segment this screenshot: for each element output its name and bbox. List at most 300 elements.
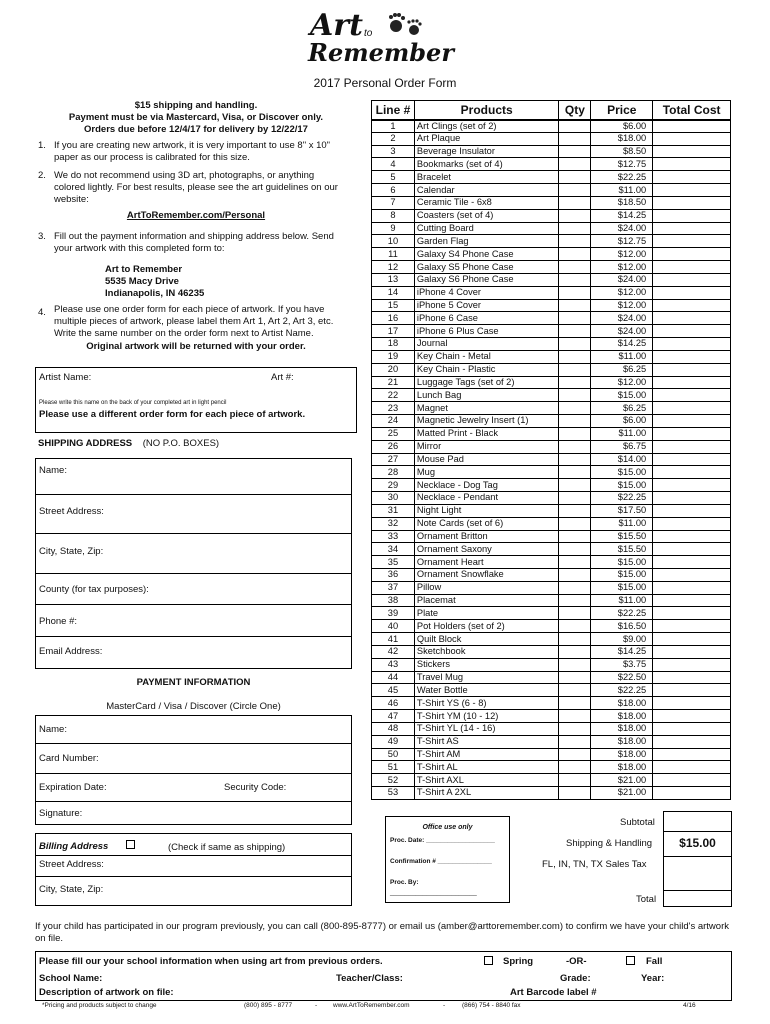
price-cell: $24.00 — [591, 222, 653, 235]
billing-city-field[interactable]: City, State, Zip: — [39, 884, 104, 895]
artist-box — [35, 367, 357, 433]
intro-line3: Orders due before 12/4/17 for delivery by 12/22/17 — [84, 124, 308, 135]
total-cost-cell[interactable] — [653, 620, 731, 633]
line-number: 16 — [372, 312, 415, 325]
line-number: 17 — [372, 325, 415, 338]
product-name: iPhone 5 Cover — [414, 299, 559, 312]
total-cost-cell[interactable] — [653, 697, 731, 710]
price-cell: $15.00 — [591, 466, 653, 479]
total-cost-cell[interactable] — [653, 299, 731, 312]
product-name: iPhone 6 Case — [414, 312, 559, 325]
table-row — [372, 415, 731, 428]
total-cost-cell[interactable] — [653, 568, 731, 581]
qty-cell[interactable] — [559, 312, 591, 325]
qty-cell[interactable] — [559, 530, 591, 543]
price-cell: $11.00 — [591, 594, 653, 607]
instruction-2-num: 2. — [38, 170, 46, 181]
qty-cell[interactable] — [559, 363, 591, 376]
table-row — [372, 184, 731, 197]
table-row — [372, 338, 731, 351]
fall-checkbox[interactable] — [626, 956, 635, 965]
footer-website[interactable]: www.ArtToRemember.com — [333, 1002, 410, 1009]
line-number: 49 — [372, 735, 415, 748]
artist-name-label[interactable]: Artist Name: — [39, 372, 92, 383]
qty-cell[interactable] — [559, 697, 591, 710]
line-number: 52 — [372, 774, 415, 787]
total-cost-cell[interactable] — [653, 196, 731, 209]
line-number: 47 — [372, 710, 415, 723]
security-code-field[interactable]: Security Code: — [224, 782, 287, 793]
product-name: Garden Flag — [414, 235, 559, 248]
price-cell: $6.25 — [591, 402, 653, 415]
total-cost-cell[interactable] — [653, 273, 731, 286]
product-name: Necklace - Pendant — [414, 492, 559, 505]
qty-cell[interactable] — [559, 171, 591, 184]
price-cell: $14.25 — [591, 209, 653, 222]
product-name: Key Chain - Metal — [414, 350, 559, 363]
table-row — [372, 568, 731, 581]
qty-cell[interactable] — [559, 504, 591, 517]
price-cell: $6.00 — [591, 415, 653, 428]
qty-cell[interactable] — [559, 440, 591, 453]
line-number: 9 — [372, 222, 415, 235]
qty-cell[interactable] — [559, 325, 591, 338]
qty-cell[interactable] — [559, 299, 591, 312]
qty-cell[interactable] — [559, 158, 591, 171]
header-line: Line # — [372, 101, 415, 120]
line-number: 29 — [372, 479, 415, 492]
table-row — [372, 581, 731, 594]
table-row — [372, 645, 731, 658]
total-cost-cell[interactable] — [653, 261, 731, 274]
line-number: 6 — [372, 184, 415, 197]
total-cost-cell[interactable] — [653, 350, 731, 363]
total-cost-cell[interactable] — [653, 774, 731, 787]
product-name: Placemat — [414, 594, 559, 607]
price-cell: $24.00 — [591, 273, 653, 286]
qty-cell[interactable] — [559, 376, 591, 389]
artist-note: Please write this name on the back of your completed art in light pencil — [39, 400, 227, 406]
total-cost-cell[interactable] — [653, 504, 731, 517]
table-row — [372, 261, 731, 274]
total-cost-cell[interactable] — [653, 248, 731, 261]
grade-field[interactable]: Grade: — [560, 973, 591, 984]
qty-cell[interactable] — [559, 389, 591, 402]
table-row — [372, 427, 731, 440]
product-name: Galaxy S4 Phone Case — [414, 248, 559, 261]
barcode-field[interactable]: Art Barcode label # — [510, 987, 597, 998]
total-cost-cell[interactable] — [653, 607, 731, 620]
price-cell: $18.00 — [591, 735, 653, 748]
total-cost-cell[interactable] — [653, 479, 731, 492]
total-cost-cell[interactable] — [653, 338, 731, 351]
qty-cell[interactable] — [559, 594, 591, 607]
line-number: 19 — [372, 350, 415, 363]
price-cell: $18.00 — [591, 761, 653, 774]
product-name: T-Shirt YS (6 - 8) — [414, 697, 559, 710]
product-name: Sketchbook — [414, 645, 559, 658]
total-cost-cell[interactable] — [653, 684, 731, 697]
same-as-shipping-label: (Check if same as shipping) — [168, 842, 286, 853]
product-name: Coasters (set of 4) — [414, 209, 559, 222]
total-cost-cell[interactable] — [653, 325, 731, 338]
qty-cell[interactable] — [559, 248, 591, 261]
total-cost-cell[interactable] — [653, 132, 731, 145]
qty-cell[interactable] — [559, 761, 591, 774]
shipping-name-field[interactable]: Name: — [39, 465, 67, 476]
product-name: Mirror — [414, 440, 559, 453]
total-cost-cell[interactable] — [653, 722, 731, 735]
product-name: Water Bottle — [414, 684, 559, 697]
table-row — [372, 530, 731, 543]
shipping-subheading: (NO P.O. BOXES) — [142, 438, 220, 449]
price-cell: $15.50 — [591, 543, 653, 556]
product-name: Ornament Britton — [414, 530, 559, 543]
qty-cell[interactable] — [559, 633, 591, 646]
qty-cell[interactable] — [559, 427, 591, 440]
subtotal-label: Subtotal — [620, 817, 655, 828]
intro — [40, 100, 352, 136]
qty-cell[interactable] — [559, 338, 591, 351]
total-cost-cell[interactable] — [653, 466, 731, 479]
line-number: 51 — [372, 761, 415, 774]
price-cell: $6.75 — [591, 440, 653, 453]
shipping-city-field[interactable]: City, State, Zip: — [39, 546, 104, 557]
handprints-icon — [388, 12, 428, 41]
price-cell: $11.00 — [591, 427, 653, 440]
price-cell: $12.00 — [591, 376, 653, 389]
total-cost-cell[interactable] — [653, 581, 731, 594]
total-cost-cell[interactable] — [653, 402, 731, 415]
total-cost-cell[interactable] — [653, 209, 731, 222]
shipping-phone-field[interactable]: Phone #: — [39, 616, 78, 627]
table-row — [372, 607, 731, 620]
table-row — [372, 620, 731, 633]
price-cell: $6.00 — [591, 120, 653, 133]
total-cost-cell[interactable] — [653, 492, 731, 505]
qty-cell[interactable] — [559, 568, 591, 581]
price-cell: $15.00 — [591, 479, 653, 492]
spring-checkbox[interactable] — [484, 956, 493, 965]
total-cost-cell[interactable] — [653, 235, 731, 248]
footer-divider-1: - — [315, 1002, 318, 1009]
line-number: 4 — [372, 158, 415, 171]
qty-cell[interactable] — [559, 466, 591, 479]
price-cell: $9.00 — [591, 633, 653, 646]
school-info-box — [35, 951, 732, 1001]
shipping-street-field[interactable]: Street Address: — [39, 506, 104, 517]
qty-cell[interactable] — [559, 184, 591, 197]
table-row — [372, 594, 731, 607]
total-cost-cell[interactable] — [653, 363, 731, 376]
total-cost-cell[interactable] — [653, 517, 731, 530]
card-number-field[interactable]: Card Number: — [39, 753, 99, 764]
total-cost-cell[interactable] — [653, 556, 731, 569]
product-name: T-Shirt AL — [414, 761, 559, 774]
qty-cell[interactable] — [559, 722, 591, 735]
line-number: 25 — [372, 427, 415, 440]
instruction-4-bold: Original artwork will be returned with your order. — [86, 341, 306, 352]
office-title: Office use only — [422, 824, 473, 831]
address-line-1: Art to Remember — [105, 264, 183, 275]
total-cost-cell[interactable] — [653, 748, 731, 761]
confirmation-number: Confirmation # _______________ — [390, 858, 492, 865]
qty-cell[interactable] — [559, 543, 591, 556]
line-number: 45 — [372, 684, 415, 697]
shipping-county-field[interactable]: County (for tax purposes): — [39, 584, 149, 595]
total-cost-cell[interactable] — [653, 312, 731, 325]
price-cell: $15.50 — [591, 530, 653, 543]
address-line-3: Indianapolis, IN 46235 — [105, 288, 205, 299]
qty-cell[interactable] — [559, 235, 591, 248]
header-total: Total Cost — [653, 101, 731, 120]
product-name: Ceramic Tile - 6x8 — [414, 196, 559, 209]
total-cost-cell[interactable] — [653, 710, 731, 723]
qty-cell[interactable] — [559, 222, 591, 235]
price-cell: $11.00 — [591, 517, 653, 530]
total-cost-cell[interactable] — [653, 171, 731, 184]
product-name: T-Shirt AS — [414, 735, 559, 748]
qty-cell[interactable] — [559, 196, 591, 209]
line-number: 31 — [372, 504, 415, 517]
instruction-3: Fill out the payment information and shipping address below. Send your artwork with this completed form to: — [54, 231, 334, 254]
price-cell: $22.50 — [591, 671, 653, 684]
qty-cell[interactable] — [559, 645, 591, 658]
price-cell: $14.25 — [591, 338, 653, 351]
total-cost-cell[interactable] — [653, 530, 731, 543]
qty-cell[interactable] — [559, 453, 591, 466]
qty-cell[interactable] — [559, 748, 591, 761]
tax-label: FL, IN, TN, TX Sales Tax — [542, 859, 647, 870]
qty-cell[interactable] — [559, 774, 591, 787]
qty-cell[interactable] — [559, 658, 591, 671]
artist-warning: Please use a different order form for each piece of artwork. — [39, 409, 306, 420]
total-cost-cell[interactable] — [653, 594, 731, 607]
product-name: Quilt Block — [414, 633, 559, 646]
qty-cell[interactable] — [559, 415, 591, 428]
table-row — [372, 376, 731, 389]
line-number: 41 — [372, 633, 415, 646]
qty-cell[interactable] — [559, 350, 591, 363]
total-cost-cell[interactable] — [653, 453, 731, 466]
website-link[interactable]: ArtToRemember.com/Personal — [126, 210, 266, 221]
price-cell: $21.00 — [591, 787, 653, 800]
table-row — [372, 466, 731, 479]
table-row — [372, 312, 731, 325]
line-number: 2 — [372, 132, 415, 145]
table-row — [372, 697, 731, 710]
same-as-shipping-checkbox[interactable] — [126, 840, 135, 849]
table-row — [372, 158, 731, 171]
line-number: 32 — [372, 517, 415, 530]
instruction-4: Please use one order form for each piece of artwork. If you have multiple pieces of artwork, please label them Art 1, Art 2, Art 3, etc. Write the same number on the order form next to Artist Name. — [54, 304, 334, 339]
instruction-1: If you are creating new artwork, it is very important to use 8" x 10" paper as our process is calibrated for this size. — [54, 140, 331, 163]
line-number: 3 — [372, 145, 415, 158]
product-name: Travel Mug — [414, 671, 559, 684]
logo-remember: Remember — [308, 38, 454, 67]
price-cell: $12.00 — [591, 299, 653, 312]
table-row — [372, 132, 731, 145]
payment-name-field[interactable]: Name: — [39, 724, 67, 735]
price-cell: $18.00 — [591, 710, 653, 723]
qty-cell[interactable] — [559, 273, 591, 286]
total-cost-cell[interactable] — [653, 735, 731, 748]
product-name: T-Shirt A 2XL — [414, 787, 559, 800]
line-number: 12 — [372, 261, 415, 274]
product-name: Matted Print - Black — [414, 427, 559, 440]
table-row — [372, 774, 731, 787]
total-cost-cell[interactable] — [653, 120, 731, 133]
fill-school-info: Please fill our your school information when using art from previous orders. — [39, 956, 383, 967]
billing-street-field[interactable]: Street Address: — [39, 859, 104, 870]
product-name: iPhone 6 Plus Case — [414, 325, 559, 338]
price-cell: $16.50 — [591, 620, 653, 633]
line-number: 48 — [372, 722, 415, 735]
shipping-email-field[interactable]: Email Address: — [39, 646, 103, 657]
line-number: 27 — [372, 453, 415, 466]
price-cell: $15.00 — [591, 568, 653, 581]
footer-pricing: *Pricing and products subject to change — [42, 1002, 157, 1009]
qty-cell[interactable] — [559, 132, 591, 145]
qty-cell[interactable] — [559, 479, 591, 492]
total-cost-cell[interactable] — [653, 645, 731, 658]
shipping-heading: SHIPPING ADDRESS — [38, 438, 133, 449]
qty-cell[interactable] — [559, 671, 591, 684]
line-number: 36 — [372, 568, 415, 581]
total-cost-cell[interactable] — [653, 658, 731, 671]
office-use-box — [385, 816, 510, 903]
total-cost-cell[interactable] — [653, 761, 731, 774]
line-number: 5 — [372, 171, 415, 184]
qty-cell[interactable] — [559, 556, 591, 569]
header-qty: Qty — [559, 101, 591, 120]
line-number: 26 — [372, 440, 415, 453]
price-cell: $22.25 — [591, 607, 653, 620]
product-name: T-Shirt YM (10 - 12) — [414, 710, 559, 723]
product-name: Ornament Heart — [414, 556, 559, 569]
line-number: 1 — [372, 120, 415, 133]
total-cost-cell[interactable] — [653, 427, 731, 440]
line-number: 20 — [372, 363, 415, 376]
footer-phone: (800) 895 - 8777 — [244, 1002, 293, 1009]
product-name: Plate — [414, 607, 559, 620]
qty-cell[interactable] — [559, 145, 591, 158]
table-row — [372, 440, 731, 453]
table-row — [372, 492, 731, 505]
expiration-field[interactable]: Expiration Date: — [39, 782, 107, 793]
total-cost-cell[interactable] — [653, 145, 731, 158]
total-cost-cell[interactable] — [653, 671, 731, 684]
year-field[interactable]: Year: — [641, 973, 665, 984]
total-cost-cell[interactable] — [653, 440, 731, 453]
logo — [300, 8, 480, 68]
total-cost-cell[interactable] — [653, 543, 731, 556]
price-cell: $12.75 — [591, 235, 653, 248]
line-number: 13 — [372, 273, 415, 286]
table-row — [372, 684, 731, 697]
qty-cell[interactable] — [559, 209, 591, 222]
table-row — [372, 402, 731, 415]
total-cost-cell[interactable] — [653, 415, 731, 428]
line-number: 50 — [372, 748, 415, 761]
mailing-address — [105, 264, 204, 300]
price-cell: $15.00 — [591, 389, 653, 402]
qty-cell[interactable] — [559, 620, 591, 633]
product-name: Galaxy S6 Phone Case — [414, 273, 559, 286]
total-cost-cell[interactable] — [653, 376, 731, 389]
total-cost-cell[interactable] — [653, 633, 731, 646]
total-cost-cell[interactable] — [653, 158, 731, 171]
table-row — [372, 325, 731, 338]
qty-cell[interactable] — [559, 710, 591, 723]
line-number: 38 — [372, 594, 415, 607]
header-price: Price — [591, 101, 653, 120]
price-cell: $17.50 — [591, 504, 653, 517]
line-number: 7 — [372, 196, 415, 209]
qty-cell[interactable] — [559, 787, 591, 800]
spring-label: Spring — [503, 956, 534, 967]
product-name: Bracelet — [414, 171, 559, 184]
qty-cell[interactable] — [559, 581, 591, 594]
qty-cell[interactable] — [559, 607, 591, 620]
billing-box — [35, 833, 352, 906]
qty-cell[interactable] — [559, 684, 591, 697]
qty-cell[interactable] — [559, 735, 591, 748]
teacher-field[interactable]: Teacher/Class: — [336, 973, 403, 984]
art-number-label[interactable]: Art #: — [271, 372, 294, 383]
table-row — [372, 517, 731, 530]
price-cell: $22.25 — [591, 492, 653, 505]
product-name: Magnetic Jewelry Insert (1) — [414, 415, 559, 428]
qty-cell[interactable] — [559, 402, 591, 415]
product-name: Bookmarks (set of 4) — [414, 158, 559, 171]
signature-field[interactable]: Signature: — [39, 808, 83, 819]
product-name: Night Light — [414, 504, 559, 517]
total-cost-cell[interactable] — [653, 389, 731, 402]
table-row — [372, 479, 731, 492]
table-row — [372, 299, 731, 312]
school-name-field[interactable]: School Name: — [39, 973, 103, 984]
total-cost-cell[interactable] — [653, 286, 731, 299]
price-cell: $12.00 — [591, 248, 653, 261]
line-number: 39 — [372, 607, 415, 620]
qty-cell[interactable] — [559, 261, 591, 274]
artwork-description-field[interactable]: Description of artwork on file: — [39, 987, 174, 998]
product-name: Cutting Board — [414, 222, 559, 235]
qty-cell[interactable] — [559, 517, 591, 530]
qty-cell[interactable] — [559, 120, 591, 133]
total-cost-cell[interactable] — [653, 222, 731, 235]
line-number: 37 — [372, 581, 415, 594]
card-types[interactable]: MasterCard / Visa / Discover (Circle One) — [106, 701, 281, 712]
line-number: 30 — [372, 492, 415, 505]
total-cost-cell[interactable] — [653, 787, 731, 800]
qty-cell[interactable] — [559, 492, 591, 505]
product-name: Journal — [414, 338, 559, 351]
product-name: Galaxy S5 Phone Case — [414, 261, 559, 274]
line-number: 15 — [372, 299, 415, 312]
price-cell: $24.00 — [591, 312, 653, 325]
product-name: Lunch Bag — [414, 389, 559, 402]
total-cost-cell[interactable] — [653, 184, 731, 197]
line-number: 18 — [372, 338, 415, 351]
product-table — [371, 100, 731, 800]
table-row — [372, 363, 731, 376]
table-row — [372, 722, 731, 735]
instruction-4-num: 4. — [38, 307, 46, 318]
product-name: Note Cards (set of 6) — [414, 517, 559, 530]
qty-cell[interactable] — [559, 286, 591, 299]
